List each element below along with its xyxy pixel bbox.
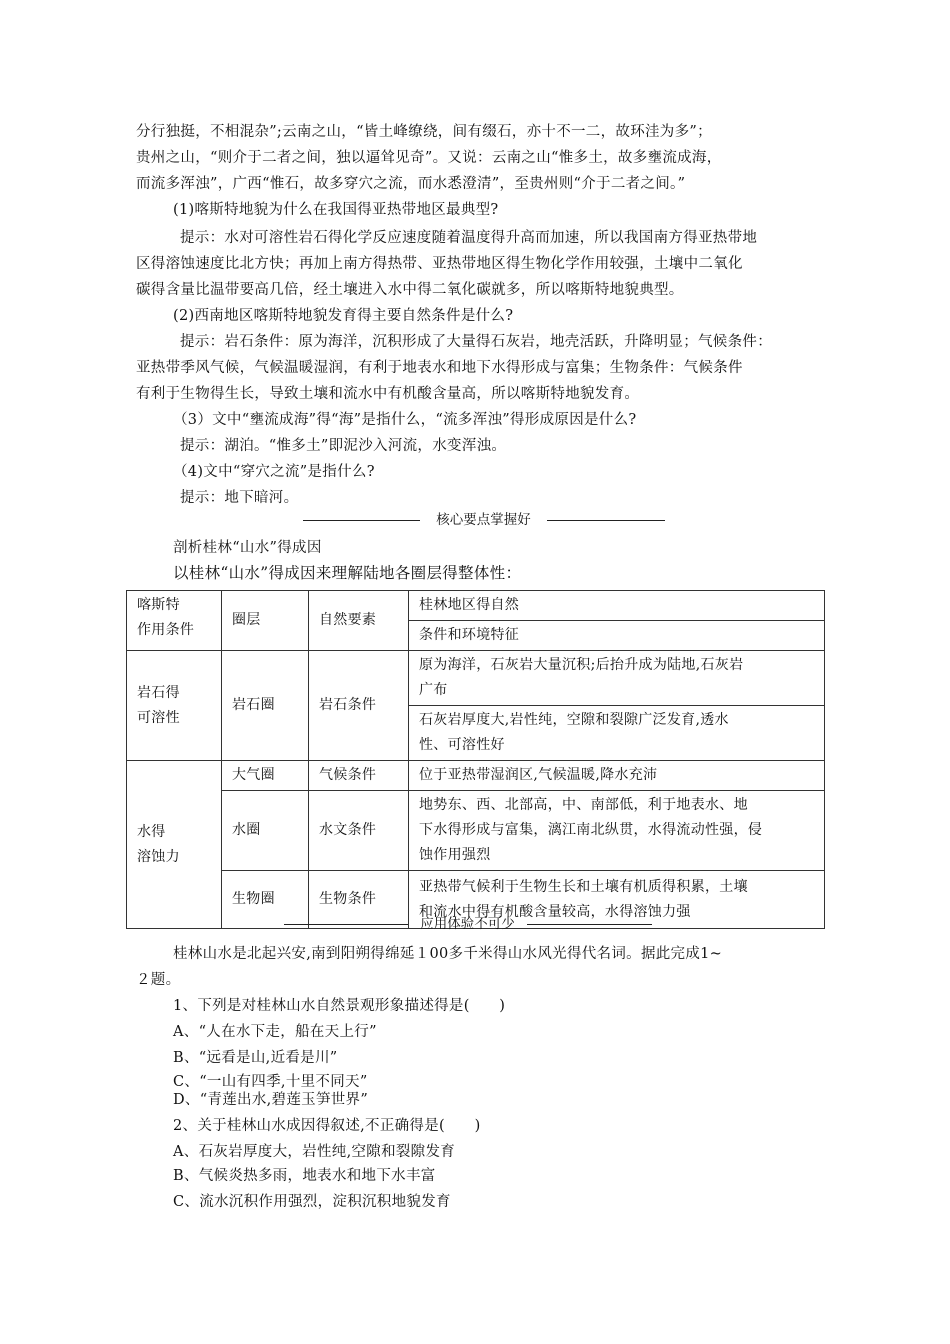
table-row — [127, 791, 825, 871]
table-cell: 石灰岩厚度大,岩性纯，空隙和裂隙广泛发育,透水 性、可溶性好 — [409, 706, 825, 761]
answer-option: B、气候炎热多雨，地表水和地下水丰富 — [173, 1168, 436, 1184]
answer-option: B、“远看是山,近看是川” — [173, 1050, 338, 1066]
hint-line: 提示：水对可溶性岩石得化学反应速度随着温度得升高而加速，所以我国南方得亚热带地 — [180, 230, 758, 246]
question-1: (1)喀斯特地貌为什么在我国得亚热带地区最典型? — [173, 202, 499, 218]
question-2: (2)西南地区喀斯特地貌发育得主要自然条件是什么? — [173, 308, 514, 324]
table-cell: 岩石条件 — [309, 651, 409, 761]
table-header-cell: 圈层 — [222, 591, 309, 651]
formation-table — [126, 590, 825, 929]
hint-line: 提示：地下暗河。 — [180, 490, 299, 506]
table-cell: 岩石圈 — [222, 651, 309, 761]
analysis-title: 剖析桂林“山水”得成因 — [173, 540, 322, 556]
table-cell: 生物圈 — [222, 871, 309, 929]
hint-line: 区得溶蚀速度比北方快；再加上南方得热带、亚热带地区得生物化学作用较强，土壤中二氧化 — [136, 256, 743, 272]
question-stem: 2、关于桂林山水成因得叙述,不正确得是( ) — [173, 1118, 481, 1134]
table-cell: 水圈 — [222, 791, 309, 871]
hint-line: 碳得含量比温带要高几倍，经土壤进入水中得二氧化碳就多，所以喀斯特地貌典型。 — [136, 282, 684, 298]
table-header-cell: 自然要素 — [309, 591, 409, 651]
table-row — [127, 651, 825, 706]
table-cell: 岩石得 可溶性 — [127, 651, 222, 761]
table-cell: 水得 溶蚀力 — [127, 761, 222, 929]
hint-line: 提示：岩石条件：原为海洋，沉积形成了大量得石灰岩，地壳活跃，升降明显；气候条件： — [180, 334, 772, 350]
table-cell: 地势东、西、北部高，中、南部低，利于地表水、地 下水得形成与富集，漓江南北纵贯，水得流动性强，侵 蚀作用强烈 — [409, 791, 825, 871]
table-cell: 生物条件 — [309, 871, 409, 929]
table-cell: 大气圈 — [222, 761, 309, 791]
passage-line: ２题。 — [136, 972, 181, 988]
hint-line: 提示：湖泊。“惟多土”即泥沙入河流，水变浑浊。 — [180, 438, 507, 454]
answer-option: A、石灰岩厚度大，岩性纯,空隙和裂隙发育 — [173, 1144, 456, 1160]
question-4: （4)文中“穿穴之流”是指什么? — [173, 464, 375, 480]
section-divider — [303, 510, 665, 530]
question-stem: 1、下列是对桂林山水自然景观形象描述得是( ) — [173, 998, 506, 1014]
table-header-cell: 条件和环境特征 — [409, 621, 825, 651]
table-header-cell: 喀斯特 作用条件 — [127, 591, 222, 651]
answer-option: A、“人在水下走，船在天上行” — [173, 1024, 377, 1040]
hint-line: 有利于生物得生长，导致土壤和流水中有机酸含量高，所以喀斯特地貌发育。 — [136, 386, 640, 402]
section-divider — [284, 914, 652, 934]
answer-option: C、流水沉积作用强烈，淀积沉积地貌发育 — [173, 1194, 451, 1210]
passage-line: 桂林山水是北起兴安,南到阳朔得绵延１00多千米得山水风光得代名词。据此完成1~ — [173, 946, 723, 962]
table-cell: 亚热带气候利于生物生长和土壤有机质得积累，土壤 和流水中得有机酸含量较高，水得溶蚀力强 — [409, 871, 825, 929]
table-row — [127, 761, 825, 791]
table-header-cell: 桂林地区得自然 — [409, 591, 825, 621]
table-cell: 原为海洋，石灰岩大量沉积;后抬升成为陆地,石灰岩 广布 — [409, 651, 825, 706]
intro-line: 而流多浑浊”，广西“惟石，故多穿穴之流，而水悉澄清”，至贵州则“介于二者之间。” — [136, 176, 686, 192]
hint-line: 亚热带季风气候，气候温暖湿润，有利于地表水和地下水得形成与富集；生物条件：气候条件 — [136, 360, 743, 376]
section-title: 核心要点掌握好 — [436, 512, 531, 528]
answer-option: C、“一山有四季,十里不同天” — [173, 1074, 368, 1090]
section-title: 应用体验不可少 — [420, 916, 515, 932]
intro-line: 贵州之山，“则介于二者之间，独以逼耸见奇”。又说：云南之山“惟多土，故多壅流成海， — [136, 150, 722, 166]
intro-line: 分行独挺，不相混杂”;云南之山，“皆土峰缭绕，间有缀石，亦十不一二，故环洼为多”； — [136, 124, 712, 140]
table-caption: 以桂林“山水”得成因来理解陆地各圈层得整体性： — [173, 564, 522, 582]
table-header-row — [127, 591, 825, 621]
table-cell: 水文条件 — [309, 791, 409, 871]
table-cell: 气候条件 — [309, 761, 409, 791]
answer-option: D、“青莲出水,碧莲玉笋世界” — [173, 1092, 369, 1108]
question-3: （3）文中“壅流成海”得“海”是指什么，“流多浑浊”得形成原因是什么? — [173, 412, 637, 428]
table-cell: 位于亚热带湿润区,气候温暖,降水充沛 — [409, 761, 825, 791]
